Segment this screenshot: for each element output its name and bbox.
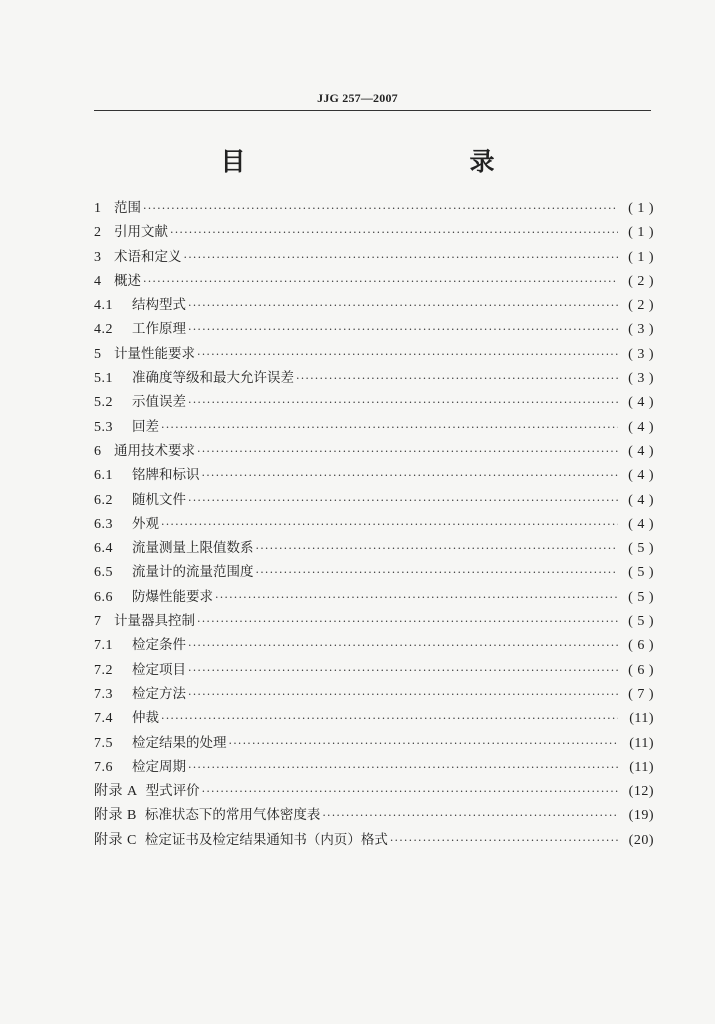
toc-dot-leader bbox=[188, 494, 618, 507]
toc-entry-number: 6.2 bbox=[94, 492, 113, 508]
toc-dot-leader bbox=[161, 421, 618, 434]
toc-entry-title: 外观 bbox=[132, 515, 159, 532]
toc-entry-page: (12) bbox=[628, 784, 654, 800]
toc-entry-number: 1 bbox=[94, 201, 102, 216]
toc-entry[interactable] bbox=[94, 390, 654, 414]
toc-entry[interactable] bbox=[94, 196, 654, 220]
toc-entry-title: 检定证书及检定结果通知书（内页）格式 bbox=[144, 831, 388, 848]
toc-dot-leader bbox=[188, 396, 618, 409]
toc-entry[interactable] bbox=[94, 731, 654, 755]
toc-entry[interactable] bbox=[94, 585, 654, 609]
toc-entry-number: 5 bbox=[94, 346, 102, 362]
toc-entry-title: 流量计的流量范围度 bbox=[132, 564, 254, 581]
toc-entry-page: ( 3 ) bbox=[628, 322, 654, 338]
toc-dot-leader bbox=[161, 712, 618, 725]
toc-dot-leader bbox=[188, 664, 618, 677]
toc-entry-number: 3 bbox=[94, 249, 102, 265]
toc-dot-leader bbox=[197, 348, 618, 361]
toc-entry-page: ( 1 ) bbox=[628, 249, 654, 265]
toc-entry[interactable] bbox=[94, 366, 654, 390]
toc-entry-title: 流量测量上限值数系 bbox=[132, 540, 254, 557]
toc-entry-page: ( 4 ) bbox=[628, 419, 654, 435]
toc-entry[interactable] bbox=[94, 658, 654, 682]
toc-entry[interactable] bbox=[94, 245, 654, 269]
toc-entry-page: ( 4 ) bbox=[628, 395, 654, 411]
toc-dot-leader bbox=[188, 761, 618, 774]
toc-entry-page: (11) bbox=[629, 759, 654, 775]
toc-entry-title: 检定周期 bbox=[132, 758, 186, 775]
toc-entry[interactable] bbox=[94, 463, 654, 487]
toc-entry[interactable] bbox=[94, 755, 654, 779]
toc-entry[interactable] bbox=[94, 512, 654, 536]
toc-entry-number: 6.5 bbox=[94, 565, 113, 581]
toc-dot-leader bbox=[188, 688, 618, 701]
toc-dot-leader bbox=[256, 566, 619, 579]
toc-entry[interactable] bbox=[94, 269, 654, 293]
toc-entry-page: (11) bbox=[629, 735, 654, 751]
toc-entry-title: 示值误差 bbox=[132, 394, 186, 411]
toc-entry-number: 4 bbox=[94, 273, 102, 289]
table-of-contents bbox=[94, 196, 654, 852]
toc-entry-page: ( 5 ) bbox=[628, 589, 654, 605]
toc-entry-page: ( 1 ) bbox=[628, 225, 654, 241]
toc-dot-leader bbox=[188, 299, 618, 312]
toc-entry-number: 7.5 bbox=[94, 735, 113, 751]
toc-entry-number: 7.3 bbox=[94, 686, 113, 702]
toc-entry-title: 计量性能要求 bbox=[114, 345, 195, 362]
toc-entry-title: 结构型式 bbox=[132, 297, 186, 314]
toc-entry-number: 4.2 bbox=[94, 322, 113, 338]
toc-entry[interactable] bbox=[94, 220, 654, 244]
toc-entry-page: ( 4 ) bbox=[628, 468, 654, 484]
toc-entry-number: 6 bbox=[94, 443, 102, 459]
toc-entry-title: 计量器具控制 bbox=[114, 613, 195, 630]
toc-entry-number: 附录 C bbox=[94, 832, 137, 848]
document-code: JJG 257—2007 bbox=[317, 91, 398, 105]
toc-entry[interactable] bbox=[94, 803, 654, 827]
toc-entry-page: ( 5 ) bbox=[628, 565, 654, 581]
toc-dot-leader bbox=[390, 834, 618, 847]
toc-entry-page: ( 3 ) bbox=[628, 371, 654, 387]
toc-dot-leader bbox=[184, 251, 619, 264]
toc-entry-title: 检定方法 bbox=[132, 685, 186, 702]
toc-entry[interactable] bbox=[94, 706, 654, 730]
toc-dot-leader bbox=[202, 785, 618, 798]
toc-entry-page: ( 4 ) bbox=[628, 443, 654, 459]
toc-entry[interactable] bbox=[94, 415, 654, 439]
toc-dot-leader bbox=[202, 469, 619, 482]
toc-entry[interactable] bbox=[94, 779, 654, 803]
toc-dot-leader bbox=[296, 372, 618, 385]
toc-entry-page: (20) bbox=[628, 832, 654, 848]
toc-entry-number: 7.6 bbox=[94, 759, 113, 775]
toc-entry[interactable] bbox=[94, 828, 654, 852]
toc-entry-title: 仲裁 bbox=[132, 710, 159, 727]
toc-entry-title: 引用文献 bbox=[114, 224, 168, 241]
toc-dot-leader bbox=[188, 639, 618, 652]
toc-entry[interactable] bbox=[94, 633, 654, 657]
toc-entry-number: 5.2 bbox=[94, 395, 113, 411]
toc-dot-leader bbox=[161, 518, 618, 531]
toc-entry[interactable] bbox=[94, 439, 654, 463]
toc-entry[interactable] bbox=[94, 609, 654, 633]
toc-entry-title: 工作原理 bbox=[132, 321, 186, 338]
toc-entry-number: 5.1 bbox=[94, 371, 113, 387]
toc-entry[interactable] bbox=[94, 293, 654, 317]
toc-dot-leader bbox=[215, 591, 618, 604]
toc-entry-number: 7.4 bbox=[94, 711, 113, 727]
toc-entry-title: 概述 bbox=[114, 272, 141, 289]
toc-entry-page: ( 3 ) bbox=[628, 346, 654, 362]
toc-entry-number: 2 bbox=[94, 225, 102, 241]
toc-entry-page: ( 5 ) bbox=[628, 541, 654, 557]
toc-entry-title: 随机文件 bbox=[132, 491, 186, 508]
toc-dot-leader bbox=[143, 202, 618, 215]
toc-entry-title: 通用技术要求 bbox=[114, 442, 195, 459]
toc-entry-page: ( 2 ) bbox=[628, 273, 654, 289]
toc-entry-page: (19) bbox=[628, 808, 654, 824]
toc-entry[interactable] bbox=[94, 536, 654, 560]
toc-entry-number: 7.1 bbox=[94, 638, 113, 654]
toc-entry-title: 型式评价 bbox=[145, 783, 200, 800]
toc-entry-number: 附录 A bbox=[94, 784, 138, 800]
toc-entry-number: 6.6 bbox=[94, 589, 113, 605]
toc-entry-page: ( 1 ) bbox=[628, 201, 654, 216]
toc-entry-title: 检定条件 bbox=[132, 637, 186, 654]
toc-dot-leader bbox=[197, 615, 618, 628]
page-title: 目 录 bbox=[220, 147, 553, 176]
toc-dot-leader bbox=[170, 226, 618, 239]
toc-entry-title: 标准状态下的常用气体密度表 bbox=[144, 807, 321, 824]
toc-entry[interactable] bbox=[94, 317, 654, 341]
toc-entry-title: 范围 bbox=[114, 200, 141, 216]
toc-entry-title: 回差 bbox=[132, 418, 159, 435]
toc-entry-number: 6.3 bbox=[94, 516, 113, 532]
toc-entry-number: 7 bbox=[94, 614, 102, 630]
toc-entry-title: 检定结果的处理 bbox=[132, 734, 227, 751]
toc-entry-title: 术语和定义 bbox=[114, 248, 182, 265]
toc-entry-page: ( 4 ) bbox=[628, 516, 654, 532]
toc-dot-leader bbox=[322, 809, 618, 822]
header-divider bbox=[94, 110, 651, 111]
toc-entry-title: 防爆性能要求 bbox=[132, 588, 213, 605]
toc-dot-leader bbox=[188, 323, 618, 336]
toc-entry[interactable] bbox=[94, 560, 654, 584]
toc-dot-leader bbox=[197, 445, 618, 458]
toc-entry[interactable] bbox=[94, 682, 654, 706]
toc-dot-leader bbox=[229, 737, 619, 750]
toc-entry-number: 6.4 bbox=[94, 541, 113, 557]
toc-entry-title: 准确度等级和最大允许误差 bbox=[132, 370, 294, 387]
toc-entry[interactable] bbox=[94, 488, 654, 512]
toc-entry-title: 检定项目 bbox=[132, 661, 186, 678]
toc-entry-number: 附录 B bbox=[94, 808, 137, 824]
toc-entry[interactable] bbox=[94, 342, 654, 366]
toc-entry-title: 铭牌和标识 bbox=[132, 467, 200, 484]
toc-entry-page: ( 7 ) bbox=[628, 686, 654, 702]
toc-entry-number: 5.3 bbox=[94, 419, 113, 435]
toc-dot-leader bbox=[143, 275, 618, 288]
toc-entry-number: 7.2 bbox=[94, 662, 113, 678]
toc-entry-page: (11) bbox=[629, 711, 654, 727]
toc-entry-page: ( 2 ) bbox=[628, 298, 654, 314]
toc-entry-page: ( 6 ) bbox=[628, 638, 654, 654]
toc-entry-number: 4.1 bbox=[94, 298, 113, 314]
toc-entry-page: ( 4 ) bbox=[628, 492, 654, 508]
toc-entry-page: ( 5 ) bbox=[628, 614, 654, 630]
toc-entry-page: ( 6 ) bbox=[628, 662, 654, 678]
toc-entry-number: 6.1 bbox=[94, 468, 113, 484]
toc-dot-leader bbox=[256, 542, 619, 555]
